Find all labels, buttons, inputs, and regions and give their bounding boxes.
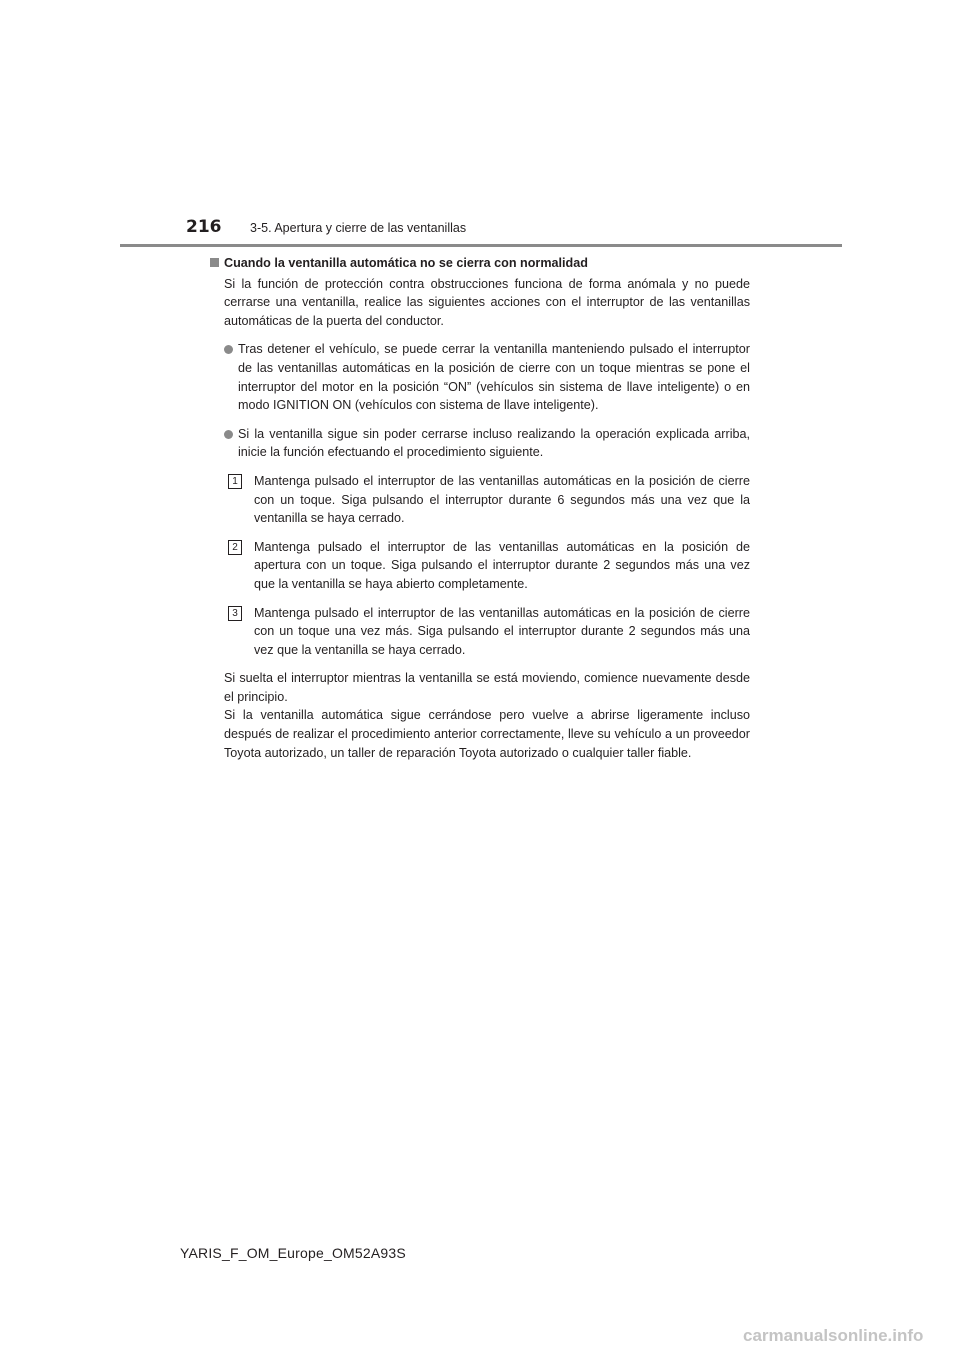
round-bullet-icon xyxy=(224,345,233,354)
step-item xyxy=(228,604,750,660)
step-text: Mantenga pulsado el interruptor de las ventanillas automáticas en la posición de cierre con un toque. Siga pulsando el interruptor durante 6 segundos más una vez que la ventanilla se haya cerrado. xyxy=(254,473,750,526)
document-id: YARIS_F_OM_Europe_OM52A93S xyxy=(180,1245,406,1261)
bullet-text: Si la ventanilla sigue sin poder cerrarse incluso realizando la operación explicada arriba, inicie la función efectuando el procedimiento siguiente. xyxy=(238,426,750,460)
watermark: carmanualsonline.info xyxy=(743,1326,924,1345)
section-title: 3-5. Apertura y cierre de las ventanillas xyxy=(250,221,467,235)
step-number-badge: 1 xyxy=(228,474,242,489)
closing-paragraph xyxy=(224,669,750,762)
step-number-badge: 2 xyxy=(228,540,242,555)
subsection-heading xyxy=(210,254,750,273)
step-text: Mantenga pulsado el interruptor de las ventanillas automáticas en la posición de cierre con un toque una vez más. Siga pulsando el interruptor durante 2 segundos más una vez que la ventanilla se haya cerrado. xyxy=(254,605,750,657)
header-rule xyxy=(120,244,842,247)
square-bullet-icon xyxy=(210,258,219,267)
page-header xyxy=(186,217,466,237)
subsection-heading-text: Cuando la ventanilla automática no se cierra con normalidad xyxy=(224,256,588,270)
page-number: 216 xyxy=(186,217,222,237)
step-text: Mantenga pulsado el interruptor de las ventanillas automáticas en la posición de apertura con un toque. Siga pulsando el interruptor durante 2 segundos más una vez que la ventanilla se haya abierto completamente. xyxy=(254,539,750,591)
closing-line-1: Si suelta el interruptor mientras la ventanilla se está moviendo, comience nuevamente desde el principio. xyxy=(224,671,750,704)
list-item xyxy=(224,340,750,414)
closing-line-2: Si la ventanilla automática sigue cerrándose pero vuelve a abrirse ligeramente incluso después de realizar el procedimiento anterior correctamente, lleve su vehículo a un proveedor Toyota autorizado, un taller de reparación Toyota autorizado o cualquier taller fiable. xyxy=(224,708,750,760)
intro-paragraph: Si la función de protección contra obstrucciones funciona de forma anómala y no puede cerrarse una ventanilla, realice las siguientes acciones con el interruptor de las ventanillas automáticas de la puerta del conductor. xyxy=(224,276,750,328)
step-number-badge: 3 xyxy=(228,606,242,621)
round-bullet-icon xyxy=(224,430,233,439)
main-content xyxy=(210,254,750,762)
step-item xyxy=(228,472,750,528)
bullet-text: Tras detener el vehículo, se puede cerrar la ventanilla manteniendo pulsado el interruptor de las ventanillas automáticas en la posición de cierre con un toque mientras se pone el interruptor del motor en la posición “ON” (vehículos sin sistema de llave inteligente) o en modo IGNITION ON (vehículos con sistema de llave inteligente). xyxy=(238,342,750,413)
step-item xyxy=(228,538,750,594)
list-item xyxy=(224,425,750,462)
